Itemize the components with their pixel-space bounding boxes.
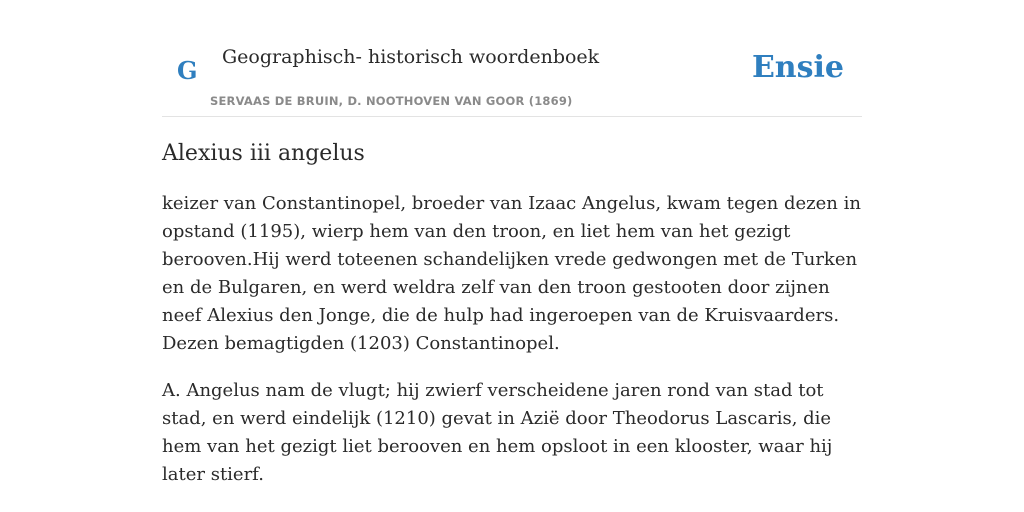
entry-body [162, 190, 862, 489]
book-title-link[interactable]: Geographisch- historisch woordenboek [222, 46, 600, 68]
entry-paragraph: A. Angelus nam de vlugt; hij zwierf verscheidene jaren rond van stad tot stad, en werd eindelijk (1210) gevat in Azië door Theodorus Lascaris, die hem van het gezigt liet berooven en hem opsloot in een klooster, waar hij later stierf. [162, 380, 833, 485]
book-authors-meta: SERVAAS DE BRUIN, D. NOOTHOVEN VAN GOOR (1869) [210, 94, 573, 108]
page-header [162, 0, 862, 117]
ensie-logo-link[interactable]: Ensie [751, 50, 844, 85]
entry-title: Alexius iii angelus [162, 141, 365, 166]
entry-paragraph: keizer van Constantinopel, broeder van Izaac Angelus, kwam tegen dezen in opstand (1195), wierp hem van den troon, en liet hem van het gezigt berooven.Hij werd toteenen schandelijken vrede gedwongen met de Turken en de Bulgaren, en werd weldra zelf van den troon gestooten door zijnen neef Alexius den Jonge, die de hulp had ingeroepen van de Kruisvaarders. Dezen bemagtigden (1203) Constantinopel. [162, 193, 861, 354]
entry-content [162, 138, 862, 508]
book-letter-icon[interactable]: G [177, 56, 198, 85]
